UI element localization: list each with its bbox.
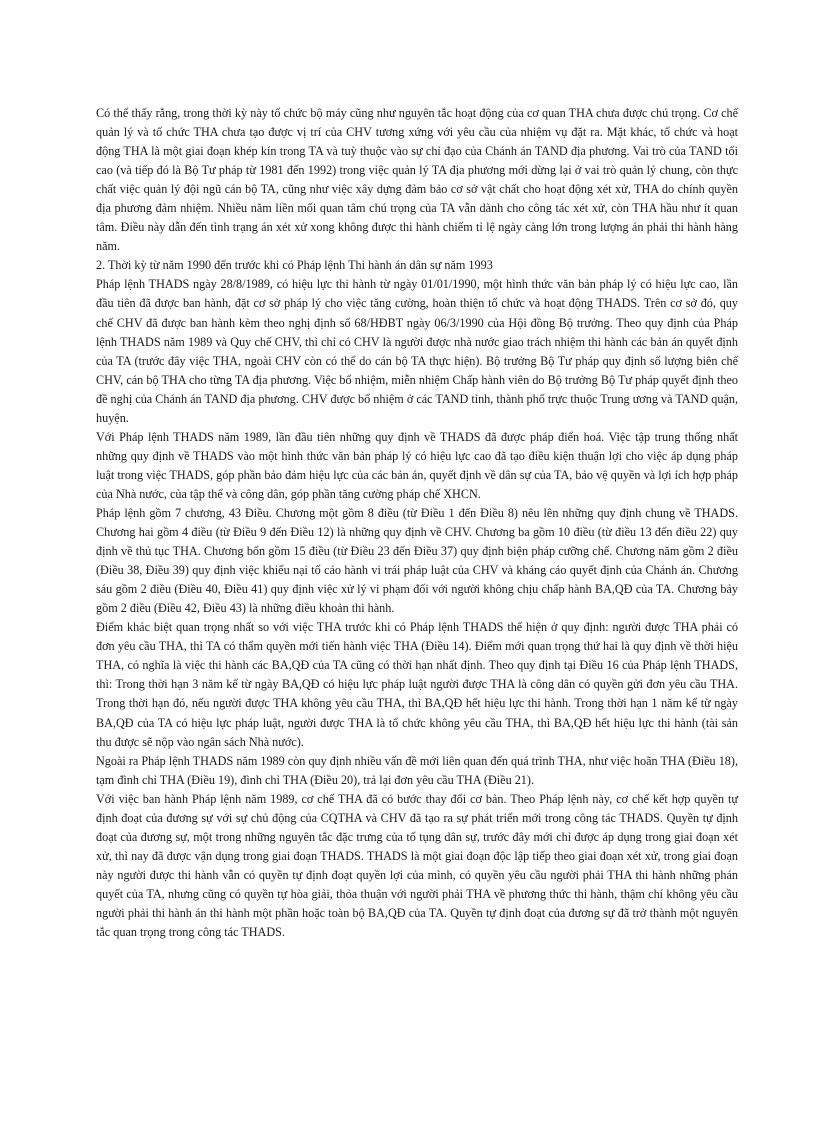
paragraph-codification: Với Pháp lệnh THADS năm 1989, lần đầu tiên những quy định về THADS đã được pháp điển hoá. Việc tập trung thống nhất những quy định về THADS vào một hình thức văn bản pháp lý có hiệu lực cao đã tạo điều kiện thuận lợi cho việc áp dụng pháp luật trong việc THADS, góp phần bảo đảm hiệu lực của các bản án, quyết định về dân sự của TA, bảo vệ quyền và lợi ích hợp pháp của Nhà nước, của tập thể và công dân, góp phần tăng cường pháp chế XHCN.: [96, 429, 738, 501]
paragraph-key-difference: Điểm khác biệt quan trọng nhất so với việc THA trước khi có Pháp lệnh THADS thể hiện ở quy định: người được THA phải có đơn yêu cầu THA, thì TA có thẩm quyền mới tiến hành việc THA (Điều 14). Điểm mới quan trọng thứ hai là quy định về thời hiệu THA, có nghĩa là việc thi hành các BA,QĐ của TA cũng có thời hạn nhất định. Theo quy định tại Điều 16 của Pháp lệnh THADS, thì: Trong thời hạn 3 năm kể từ ngày BA,QĐ có hiệu lực pháp luật người được THA là công dân có quyền gửi đơn yêu cầu THA. Trong thời hạn đó, nếu người được THA không yêu cầu THA, thì BA,QĐ hết hiệu lực thi hành. Trong thời hạn 1 năm kể từ ngày BA,QĐ của TA có hiệu lực pháp luật, người được THA là tổ chức không yêu cầu THA, thì BA,QĐ hết hiệu lực thi hành (tài sản thu được sẽ nộp vào ngân sách Nhà nước).: [96, 620, 738, 749]
document-page: [96, 104, 738, 942]
section-heading: 2. Thời kỳ từ năm 1990 đến trước khi có Pháp lệnh Thi hành án dân sự năm 1993: [96, 258, 493, 273]
paragraph-mechanism: Với việc ban hành Pháp lệnh năm 1989, cơ chế THA đã có bước thay đổi cơ bản. Theo Pháp lệnh này, cơ chế kết hợp quyền tự định đoạt của đương sự với sự chủ động của CQTHA và CHV đã tạo ra sự phát triển mới trong công tác THADS. Quyền tự định đoạt của đương sự, một trong những nguyên tắc đặc trưng của tố tụng dân sự, trước đây mới chỉ được áp dụng trong giai đoạn xét xử, thì nay đã được vận dụng trong giai đoạn THADS. THADS là một giai đoạn độc lập tiếp theo giai đoạn xét xử, trong giai đoạn này người được thi hành vẫn có quyền tự định đoạt quyền lợi của mình, có quyền yêu cầu người phải THA thi hành những phán quyết của TA, nhưng cũng có quyền tự hòa giải, thỏa thuận với người phải THA về phương thức thi hành, thậm chí không yêu cầu người phải thi hành án thi hành một phần hoặc toàn bộ BA,QĐ của TA. Quyền tự định đoạt của đương sự đã trở thành một nguyên tắc quan trọng trong công tác THADS.: [96, 791, 738, 940]
paragraph-new-issues: Ngoài ra Pháp lệnh THADS năm 1989 còn quy định nhiều vấn đề mới liên quan đến quá trình THA, như việc hoãn THA (Điều 18), tạm đình chỉ THA (Điều 19), đình chỉ THA (Điều 20), trả lại đơn yêu cầu THA (Điều 21).: [96, 753, 738, 787]
paragraph-ordinance-1989: Pháp lệnh THADS ngày 28/8/1989, có hiệu lực thi hành từ ngày 01/01/1990, một hình thức văn bản pháp lý có hiệu lực cao, lần đầu tiên đã được ban hành, đặt cơ sở pháp lý cho việc tăng cường, hoàn thiện tổ chức và hoạt động THADS. Trên cơ sở đó, quy chế CHV đã được ban hành kèm theo nghị định số 68/HĐBT ngày 06/3/1990 của Hội đồng Bộ trưởng. Theo quy định của Pháp lệnh THADS năm 1989 và Quy chế CHV, thì chỉ có CHV là người được nhà nước giao trách nhiệm thi hành các bản án quyết định của TA (trước đây việc THA, ngoài CHV còn có thể do cán bộ TA thực hiện). Bộ trưởng Bộ Tư pháp quy định số lượng biên chế CHV, cán bộ THA cho từng TA địa phương. Việc bổ nhiệm, miễn nhiệm Chấp hành viên do Bộ trưởng Bộ Tư pháp quyết định theo đề nghị của Chánh án TAND địa phương. CHV được bổ nhiệm ở các TAND tỉnh, thành phố trực thuộc Trung ương và TAND quận, huyện.: [96, 277, 738, 425]
paragraph-intro: Có thể thấy rằng, trong thời kỳ này tổ chức bộ máy cũng như nguyên tắc hoạt động của cơ quan THA chưa được chú trọng. Cơ chế quản lý và tổ chức THA chưa tạo được vị trí của CHV tương xứng với yêu cầu của nhiệm vụ đặt ra. Mặt khác, tổ chức và hoạt động THA là một giai đoạn khép kín trong TA và tuỳ thuộc vào sự chỉ đạo của Chánh án TAND địa phương. Vai trò của TAND tối cao (và tiếp đó là Bộ Tư pháp từ 1981 đến 1992) trong việc quản lý TA địa phương mới dừng lại ở vai trò quản lý chung, còn thực chất việc quản lý đội ngũ cán bộ TA, cũng như việc xây dựng đảm bảo cơ sở vật chất cho hoạt động xét xử, THA do chính quyền địa phương đảm nhiệm. Nhiều năm liền mối quan tâm chú trọng của TA vẫn dành cho công tác xét xử, còn THA hầu như ít quan tâm. Điều này dẫn đến tình trạng án xét xử xong không được thi hành chiếm tỉ lệ ngày càng lớn trong lượng án phải thi hành hàng năm.: [96, 106, 738, 254]
paragraph-structure: Pháp lệnh gồm 7 chương, 43 Điều. Chương một gồm 8 điều (từ Điều 1 đến Điều 8) nêu lên những quy định chung về THADS. Chương hai gồm 4 điều (từ Điều 9 đến Điều 12) là những quy định về CHV. Chương ba gồm 10 điều (từ điều 13 đến điều 22) quy định về thủ tục THA. Chương bốn gồm 15 điều (từ Điều 23 đến Điều 37) quy định biện pháp cưỡng chế. Chương năm gồm 2 điều (Điều 38, Điều 39) quy định việc khiếu nại tố cáo hành vi trái pháp luật của CHV và kháng cáo quyết định của Chánh án. Chương sáu gồm 2 điều (Điều 40, Điều 41) quy định việc xử lý vi phạm đối với người không chịu chấp hành BA,QĐ của TA. Chương bảy gồm 2 điều (Điều 42, Điều 43) là những điều khoản thi hành.: [96, 505, 738, 616]
